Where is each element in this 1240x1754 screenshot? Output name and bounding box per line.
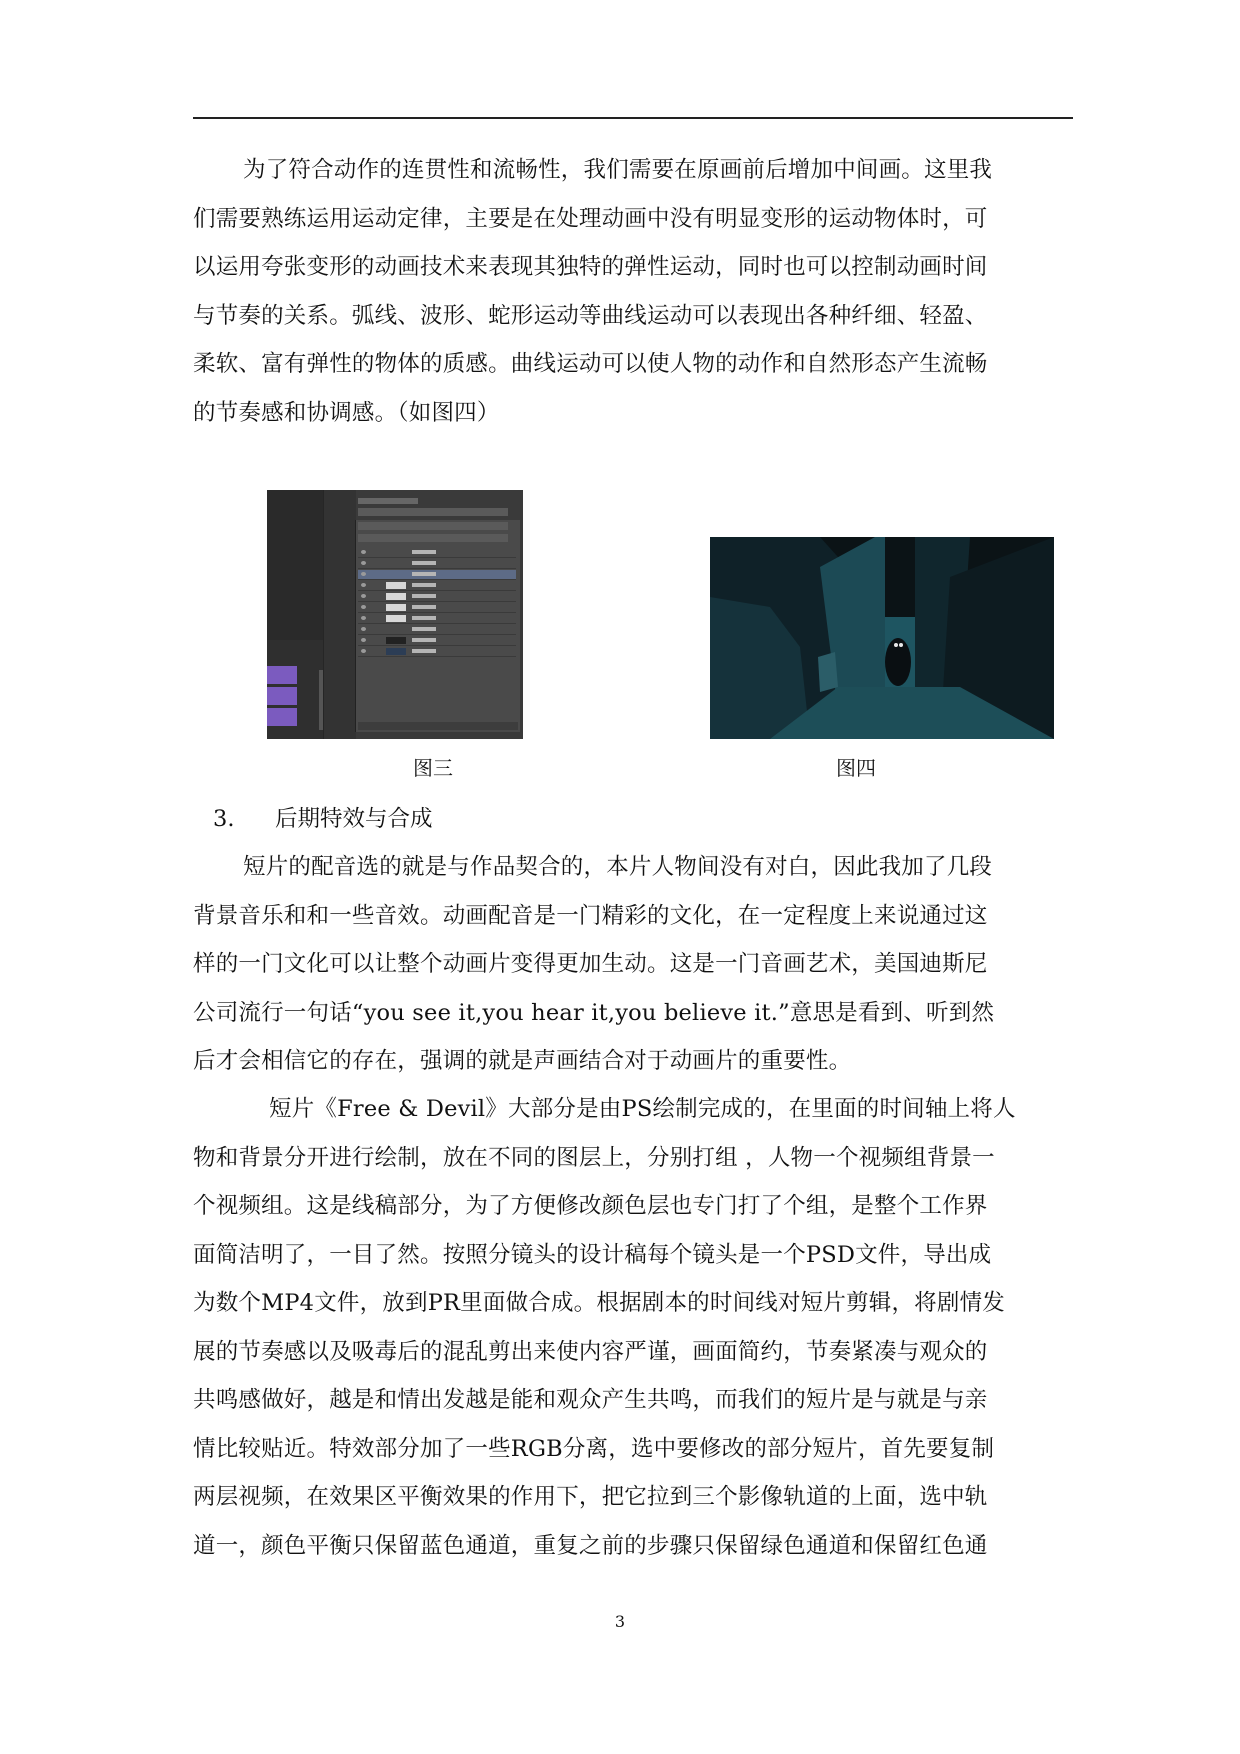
section-title: 后期特效与合成 [275, 806, 433, 832]
paragraph-3 [193, 1085, 1073, 1570]
paragraph-line: 情比较贴近。特效部分加了一些RGB分离，选中要修改的部分短片，首先要复制 [193, 1435, 995, 1462]
timeline-pane [323, 490, 356, 739]
paragraph-line: 柔软、富有弹性的物体的质感。曲线运动可以使人物的动作和自然形态产生流畅 [193, 351, 988, 377]
paragraph-line: 们需要熟练运用运动定律，主要是在处理动画中没有明显变形的运动物体时，可 [193, 205, 988, 232]
paragraph-1 [193, 146, 1073, 437]
paragraph-line: 两层视频，在效果区平衡效果的作用下，把它拉到三个影像轨道的上面，选中轨 [193, 1484, 988, 1510]
section-number: 3. [213, 806, 235, 832]
canvas-pane [267, 490, 323, 739]
paragraph-line: 个视频组。这是线稿部分，为了方便修改颜色层也专门打了个组，是整个工作界 [193, 1193, 988, 1219]
header-rule [193, 117, 1073, 119]
paragraph-line: 后才会相信它的存在，强调的就是声画结合对于动画片的重要性。 [193, 1048, 852, 1074]
paragraph-line: 面简洁明了，一目了然。按照分镜头的设计稿每个镜头是一个PSD文件，导出成 [193, 1241, 992, 1268]
section-heading [213, 795, 433, 843]
paragraph-line: 背景音乐和和一些音效。动画配音是一门精彩的文化，在一定程度上来说通过这 [193, 902, 988, 929]
figure-3-caption: 图三 [413, 756, 453, 780]
paragraph-line: 公司流行一句话“you see it,you hear it,you believe it.”意思是看到、听到然 [193, 999, 995, 1026]
alley-illustration [710, 537, 1054, 739]
paragraph-line: 物和背景分开进行绘制，放在不同的图层上，分别打组 ，人物一个视频组背景一 [193, 1144, 995, 1171]
paragraph-line: 展的节奏感以及吸毒后的混乱剪出来使内容严谨，画面简约，节奏紧凑与观众的 [193, 1338, 988, 1365]
paragraph-2 [193, 843, 1073, 1086]
figure-4-caption: 图四 [836, 756, 876, 780]
paragraph-line: 道一，颜色平衡只保留蓝色通道，重复之前的步骤只保留绿色通道和保留红色通 [193, 1532, 988, 1559]
paragraph-line: 与节奏的关系。弧线、波形、蛇形运动等曲线运动可以表现出各种纤细、轻盈、 [193, 302, 988, 329]
paragraph-line: 短片《Free & Devil》大部分是由PS绘制完成的，在里面的时间轴上将人 [269, 1096, 1016, 1122]
paragraph-line: 样的一门文化可以让整个动画片变得更加生动。这是一门音画艺术，美国迪斯尼 [193, 951, 988, 977]
figure-3-photoshop-layers [267, 490, 523, 739]
layers-panel [355, 520, 520, 732]
paragraph-line: 以运用夸张变形的动画技术来表现其独特的弹性运动，同时也可以控制动画时间 [193, 254, 988, 280]
paragraph-line: 共鸣感做好，越是和情出发越是能和观众产生共鸣，而我们的短片是与就是与亲 [193, 1387, 988, 1413]
paragraph-line: 的节奏感和协调感。（如图四） [193, 399, 500, 426]
paragraph-line: 短片的配音选的就是与作品契合的，本片人物间没有对白，因此我加了几段 [243, 854, 993, 880]
paragraph-line: 为了符合动作的连贯性和流畅性，我们需要在原画前后增加中间画。这里我 [243, 157, 993, 183]
page-number: 3 [614, 1612, 626, 1631]
paragraph-line: 为数个MP4文件，放到PR里面做合成。根据剧本的时间线对短片剪辑，将剧情发 [193, 1290, 1005, 1316]
figure-4-alley-scene [710, 537, 1054, 739]
